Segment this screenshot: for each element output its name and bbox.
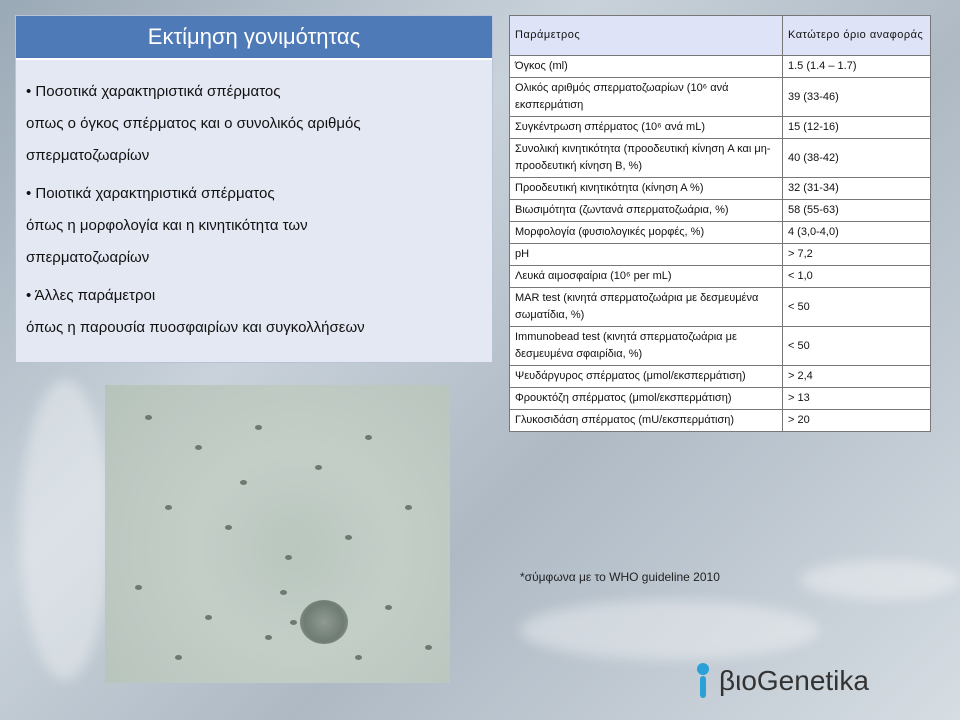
row-param: Βιωσιμότητα (ζωντανά σπερματοζωάρια, %): [510, 200, 783, 222]
row-limit: 15 (12-16): [783, 117, 931, 139]
table-row: [510, 78, 931, 117]
table-row: [510, 222, 931, 244]
table-row: [510, 200, 931, 222]
section-heading: • Άλλες παράμετροι: [26, 287, 156, 304]
row-param: MAR test (κινητά σπερματοζωάρια με δεσμευμένα σωματίδια, %): [510, 288, 783, 327]
panel-title: Εκτίμηση γονιμότητας: [16, 16, 492, 60]
section-line: oπως ο όγκος σπέρματος και ο συνολικός αριθμός: [26, 115, 361, 132]
sperm-micrograph: [105, 385, 450, 683]
section-heading: • Ποιοτικά χαρακτηριστικά σπέρματος: [26, 185, 275, 202]
table-header: [510, 16, 931, 56]
table-row: [510, 139, 931, 178]
row-limit: 40 (38-42): [783, 139, 931, 178]
row-param: Φρουκτόζη σπέρματος (μmol/εκσπερμάτιση): [510, 388, 783, 410]
table-row: [510, 327, 931, 366]
row-limit: > 2,4: [783, 366, 931, 388]
section-quantitative: [26, 76, 482, 172]
row-param: Συνολική κινητικότητα (προοδευτική κίνηση A και μη-προοδευτική κίνηση B, %): [510, 139, 783, 178]
section-qualitative: [26, 178, 482, 274]
row-limit: > 7,2: [783, 244, 931, 266]
row-limit: 32 (31-34): [783, 178, 931, 200]
row-limit: < 50: [783, 288, 931, 327]
row-limit: < 50: [783, 327, 931, 366]
reference-table: [509, 15, 931, 432]
table-row: [510, 244, 931, 266]
logo-text: βιοGenetika: [719, 665, 869, 696]
table-row: [510, 410, 931, 432]
row-param: Όγκος (ml): [510, 56, 783, 78]
table-row: [510, 266, 931, 288]
section-line: σπερματοζωαρίων: [26, 249, 150, 266]
biogenetika-logo: [695, 662, 869, 700]
table-row: [510, 178, 931, 200]
row-param: Λευκά αιμοσφαίρια (10⁶ per mL): [510, 266, 783, 288]
table-row: [510, 388, 931, 410]
row-param: Προοδευτική κινητικότητα (κίνηση Α %): [510, 178, 783, 200]
table-body: [510, 56, 931, 432]
row-param: Ολικός αριθμός σπερματοζωαρίων (10⁶ ανά εκσπερμάτιση: [510, 78, 783, 117]
row-param: Μορφολογία (φυσιολογικές μορφές, %): [510, 222, 783, 244]
row-param: Συγκέντρωση σπέρματος (10⁶ ανά mL): [510, 117, 783, 139]
fertility-panel: [15, 15, 493, 363]
panel-body: [16, 60, 492, 344]
section-line: όπως η παρουσία πυοσφαιρίων και συγκολλήσεων: [26, 319, 365, 336]
table-row: [510, 288, 931, 327]
table-row: [510, 117, 931, 139]
row-limit: < 1,0: [783, 266, 931, 288]
header-limit: Κατώτερο όριο αναφοράς: [783, 16, 931, 56]
table-row: [510, 56, 931, 78]
row-param: Immunobead test (κινητά σπερματοζωάρια με δεσμευμένα σφαιρίδια, %): [510, 327, 783, 366]
row-param: pH: [510, 244, 783, 266]
row-limit: 4 (3,0-4,0): [783, 222, 931, 244]
section-line: όπως η μορφολογία και η κινητικότητα των: [26, 217, 308, 234]
section-heading: • Ποσοτικά χαρακτηριστικά σπέρματος: [26, 83, 281, 100]
row-param: Ψευδάργυρος σπέρματος (μmol/εκσπερμάτιση): [510, 366, 783, 388]
row-param: Γλυκοσιδάση σπέρματος (mU/εκσπερμάτιση): [510, 410, 783, 432]
row-limit: 39 (33-46): [783, 78, 931, 117]
header-param: Παράμετρος: [510, 16, 783, 56]
footnote: *σύμφωνα με το WHO guideline 2010: [520, 570, 720, 584]
row-limit: > 13: [783, 388, 931, 410]
row-limit: 58 (55-63): [783, 200, 931, 222]
row-limit: 1.5 (1.4 – 1.7): [783, 56, 931, 78]
table-row: [510, 366, 931, 388]
section-line: σπερματοζωαρίων: [26, 147, 150, 164]
cell-cluster: [300, 600, 348, 644]
section-other: [26, 280, 482, 344]
row-limit: > 20: [783, 410, 931, 432]
logo-icon: [695, 662, 711, 700]
